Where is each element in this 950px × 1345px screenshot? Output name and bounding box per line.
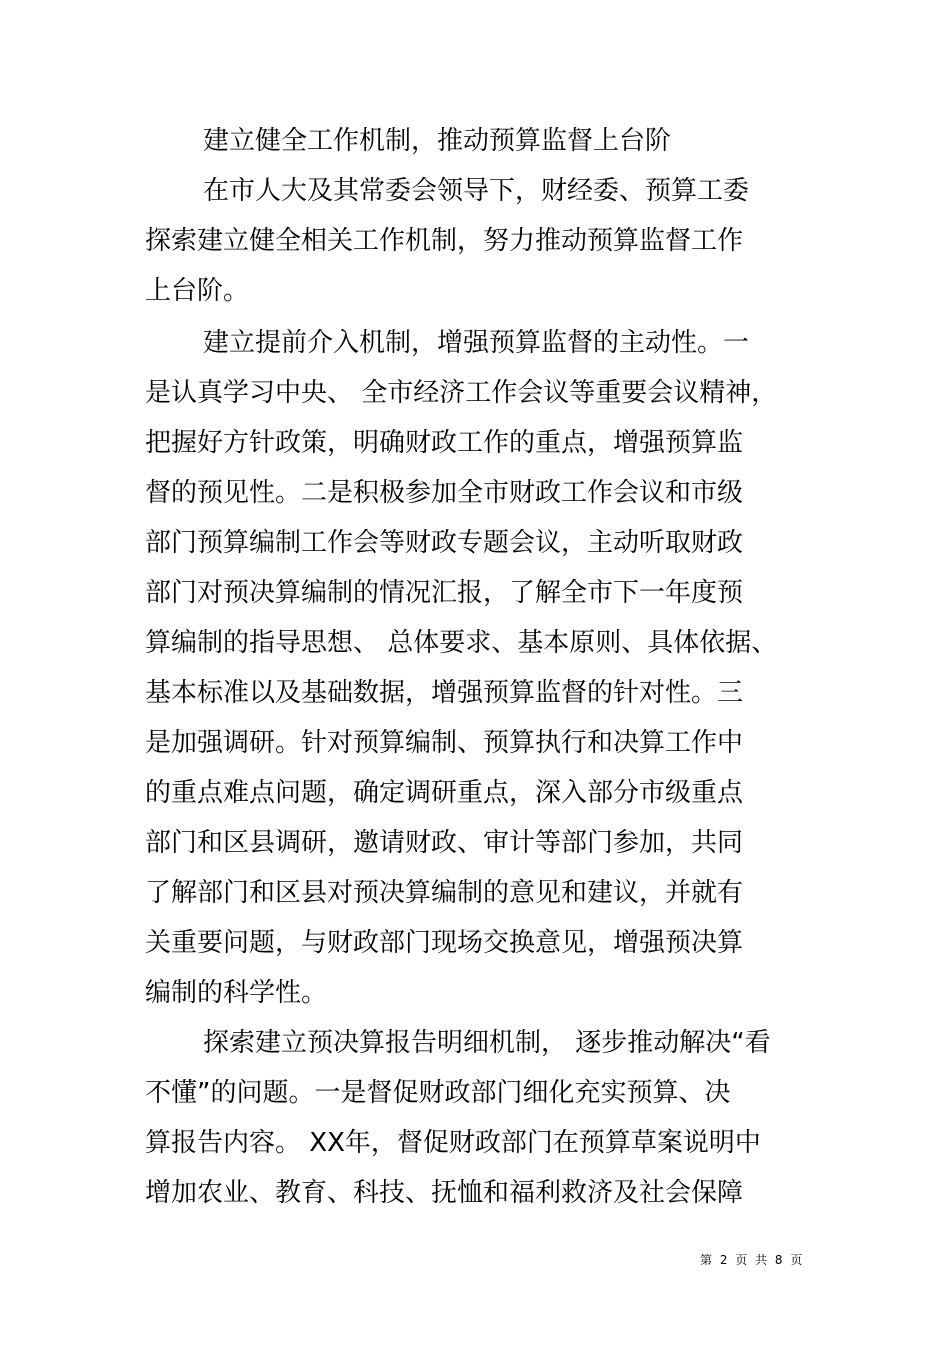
paragraph-line: 算编制的指导思想、 总体要求、基本原则、具体依据、 xyxy=(145,628,778,658)
paragraph-line: 了解部门和区县对预决算编制的意见和建议，并就有 xyxy=(145,878,744,908)
paragraph-line: 部门对预决算编制的情况汇报，了解全市下一年度预 xyxy=(145,578,744,608)
paragraph-line: 基本标准以及基础数据，增强预算监督的针对性。三 xyxy=(145,678,744,708)
section-heading: 建立健全工作机制，推动预算监督上台阶 xyxy=(203,126,672,156)
paragraph-line: 部门和区县调研，邀请财政、审计等部门参加，共同 xyxy=(145,828,744,858)
paragraph-line: 算报告内容。 XX年，督促财政部门在预算草案说明中 xyxy=(145,1128,761,1158)
paragraph-line: 不懂”的问题。一是督促财政部门细化充实预算、决 xyxy=(145,1078,731,1108)
paragraph-line: 建立提前介入机制，增强预算监督的主动性。一 xyxy=(203,328,750,358)
paragraph-line: 探索建立健全相关工作机制，努力推动预算监督工作 xyxy=(145,226,744,256)
paragraph-line: 编制的科学性。 xyxy=(145,978,328,1008)
paragraph-line: 部门预算编制工作会等财政专题会议，主动听取财政 xyxy=(145,528,744,558)
paragraph-line: 探索建立预决算报告明细机制， 逐步推动解决“看 xyxy=(203,1028,771,1058)
paragraph-line: 上台阶。 xyxy=(145,276,250,306)
page-number-footer: 第 2 页 共 8 页 xyxy=(700,1253,805,1267)
paragraph-line: 在市人大及其常委会领导下，财经委、预算工委 xyxy=(203,176,750,206)
paragraph-line: 关重要问题，与财政部门现场交换意见，增强预决算 xyxy=(145,928,744,958)
paragraph-line: 把握好方针政策，明确财政工作的重点，增强预算监 xyxy=(145,428,744,458)
paragraph-line: 的重点难点问题，确定调研重点，深入部分市级重点 xyxy=(145,778,744,808)
paragraph-line: 督的预见性。二是积极参加全市财政工作会议和市级 xyxy=(145,478,744,508)
paragraph-line: 是认真学习中央、 全市经济工作会议等重要会议精神， xyxy=(145,378,778,408)
paragraph-line: 增加农业、教育、科技、抚恤和福利救济及社会保障 xyxy=(145,1178,744,1208)
paragraph-line: 是加强调研。针对预算编制、预算执行和决算工作中 xyxy=(145,728,744,758)
